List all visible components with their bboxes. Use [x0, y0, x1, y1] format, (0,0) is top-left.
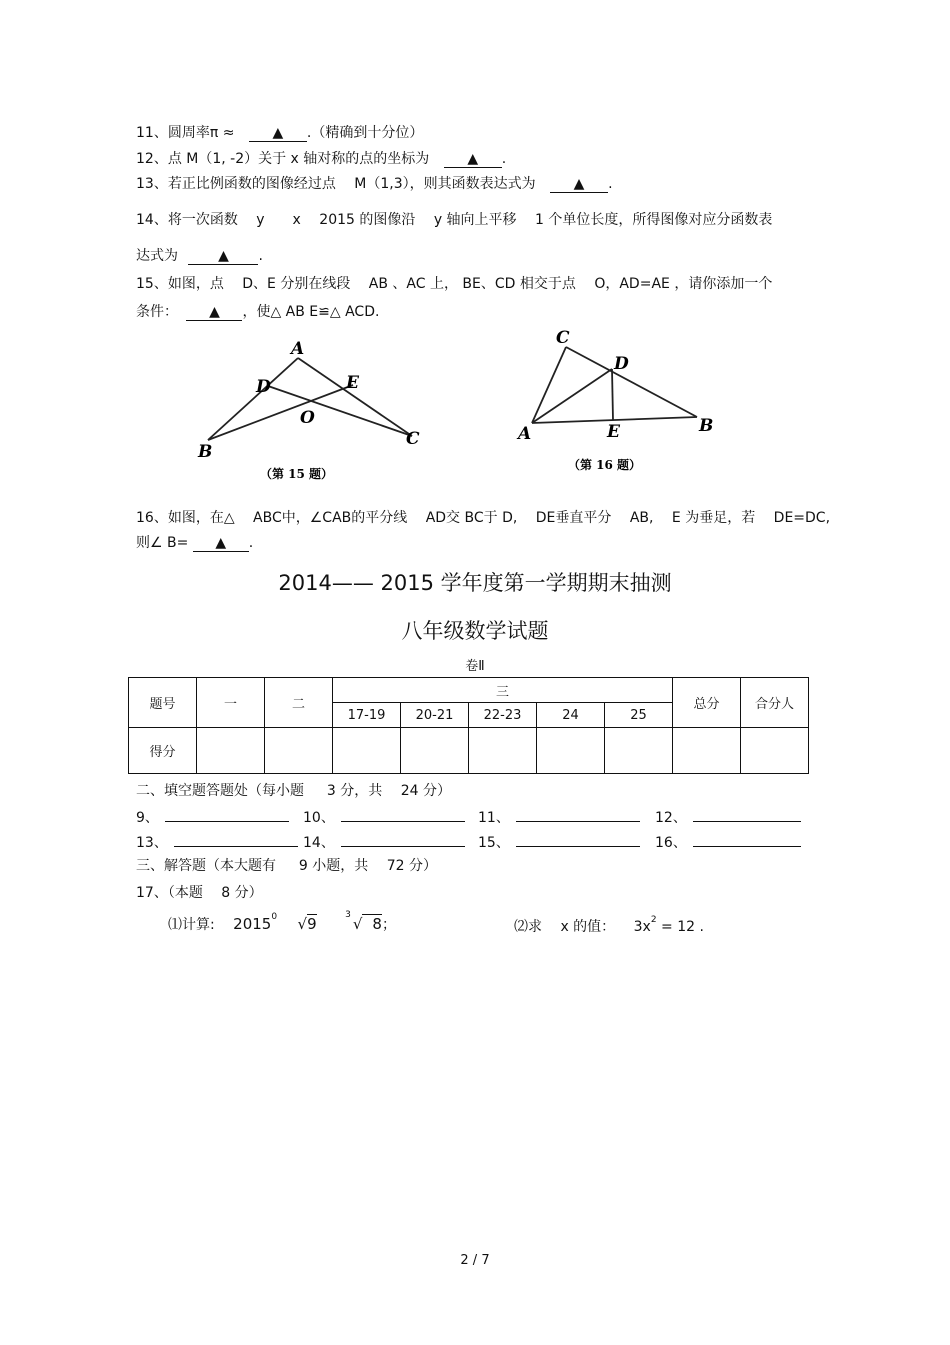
question-text: 则∠ B=: [136, 535, 189, 551]
label-D: D: [614, 354, 629, 374]
answer-9: [136, 807, 289, 827]
label-E: E: [346, 373, 359, 393]
header-san: 三: [333, 678, 673, 703]
header-total: 总分: [673, 678, 741, 728]
score-cell[interactable]: [673, 728, 741, 774]
header-sub: 22-23: [469, 703, 537, 728]
answer-line[interactable]: [516, 846, 640, 847]
answer-blank: [550, 176, 608, 193]
part-end: ；: [381, 917, 396, 933]
question-text: 达式为: [136, 248, 178, 264]
answer-mark: ▲: [467, 151, 479, 167]
power-exponent: 2: [650, 915, 657, 926]
answer-line[interactable]: [341, 846, 465, 847]
score-table: [128, 677, 809, 774]
answer-mark: ▲: [272, 125, 284, 141]
radical-sign-icon: √: [352, 915, 363, 933]
radicand: 8: [362, 914, 382, 933]
answer-line[interactable]: [516, 821, 640, 822]
answer-blank: [444, 151, 502, 168]
question-13: [136, 173, 613, 193]
answer-13: [136, 832, 298, 852]
answer-label: 12、: [655, 810, 687, 826]
power-base: 2015: [233, 915, 272, 933]
question-text: 11、圆周率π ≈: [136, 125, 235, 141]
question-text: 14、将一次函数 y x 2015 的图像沿 y 轴向上平移 1 个单位长度，所得图像对应分函数表: [136, 212, 773, 228]
radical-sign-icon: √: [297, 915, 308, 933]
answer-mark: ▲: [218, 248, 229, 264]
row-score-label: 得分: [129, 728, 197, 774]
question-16-line2: [136, 532, 253, 552]
score-cell[interactable]: [265, 728, 333, 774]
question-17-part1: [168, 910, 396, 934]
label-E: E: [607, 422, 620, 442]
label-B: B: [198, 442, 213, 462]
volume-label: 卷Ⅱ: [465, 659, 485, 674]
score-cell[interactable]: [197, 728, 265, 774]
answer-line[interactable]: [165, 821, 289, 822]
answer-blank: [193, 535, 249, 552]
section2-heading: 二、填空题答题处（每小题 3 分，共 24 分）: [136, 783, 451, 799]
header-tihao: 题号: [129, 678, 197, 728]
label-B: B: [699, 416, 714, 436]
question-suffix: .（精确到十分位）: [306, 125, 424, 141]
answer-mark: ▲: [573, 176, 585, 192]
answer-blank: [188, 248, 258, 265]
score-cell[interactable]: [605, 728, 673, 774]
question-suffix: .: [608, 176, 613, 192]
answer-line[interactable]: [174, 846, 298, 847]
question-suffix: .: [258, 248, 263, 264]
label-A: A: [291, 339, 305, 359]
header-sub: 25: [605, 703, 673, 728]
question-text: 条件：: [136, 304, 178, 320]
header-grader: 合分人: [741, 678, 809, 728]
root-index: 3: [345, 910, 351, 920]
answer-mark: ▲: [209, 304, 220, 320]
square-root: [298, 915, 317, 933]
question-14-line1: [136, 209, 772, 229]
question-text: 12、点 M（1, -2）关于 x 轴对称的点的坐标为: [136, 151, 430, 167]
header-sub: 20-21: [401, 703, 469, 728]
question-15-line1: [136, 273, 772, 293]
header-yi: 一: [197, 678, 265, 728]
score-cell[interactable]: [333, 728, 401, 774]
answer-label: 15、: [478, 835, 510, 851]
part-label: ⑴计算:: [168, 917, 215, 933]
figure-caption: （第 16 题）: [568, 458, 642, 472]
label-A: A: [518, 424, 532, 444]
answer-label: 14、: [303, 835, 335, 851]
cube-root: [345, 910, 382, 933]
label-O: O: [300, 408, 315, 428]
label-C: C: [406, 429, 420, 449]
score-cell[interactable]: [469, 728, 537, 774]
score-cell[interactable]: [741, 728, 809, 774]
answer-16: [655, 832, 801, 852]
question-14-line2: [136, 245, 263, 265]
question-text: 13、若正比例函数的图像经过点 M（1,3），则其函数表达式为: [136, 176, 536, 192]
answer-11: [478, 807, 640, 827]
score-cell[interactable]: [401, 728, 469, 774]
answer-label: 11、: [478, 810, 510, 826]
figure-15: [190, 330, 470, 490]
power-exponent: 0: [271, 912, 278, 923]
answer-12: [655, 807, 801, 827]
answer-blank: [249, 125, 307, 142]
exam-subtitle: 八年级数学试题: [401, 619, 549, 643]
header-sub: 17-19: [333, 703, 401, 728]
question-text: 16、如图，在△ ABC中，∠CAB的平分线 AD交 BC于 D, DE垂直平分 AB, E 为垂足，若 DE=DC,: [136, 510, 831, 526]
question-17-part2: [514, 916, 704, 936]
question-suffix: ，使△ AB E≌△ ACD.: [242, 304, 380, 320]
question-15-line2: [136, 301, 379, 321]
section3-heading: 三、解答题（本大题有 9 小题，共 72 分）: [136, 858, 437, 874]
figure-16: [510, 325, 735, 485]
answer-10: [303, 807, 465, 827]
figure-caption: （第 15 题）: [260, 467, 334, 481]
question-11: [136, 122, 423, 142]
equation-rest: = 12 .: [661, 919, 704, 935]
answer-label: 13、: [136, 835, 168, 851]
page-number: 2 / 7: [460, 1253, 490, 1268]
answer-15: [478, 832, 640, 852]
answer-label: 10、: [303, 810, 335, 826]
header-er: 二: [265, 678, 333, 728]
header-sub: 24: [537, 703, 605, 728]
score-cell[interactable]: [537, 728, 605, 774]
radicand: 9: [307, 915, 317, 933]
question-17-heading: 17、（本题 8 分）: [136, 885, 263, 901]
answer-label: 9、: [136, 810, 159, 826]
question-suffix: .: [248, 535, 254, 551]
label-D: D: [256, 377, 271, 397]
answer-line[interactable]: [693, 846, 801, 847]
question-12: [136, 148, 506, 168]
question-suffix: .: [501, 151, 507, 167]
answer-label: 16、: [655, 835, 687, 851]
answer-blank: [186, 304, 242, 321]
label-C: C: [556, 328, 570, 348]
answer-mark: ▲: [215, 535, 227, 551]
part-label: ⑵求 x 的值： 3x: [514, 919, 651, 935]
answer-line[interactable]: [341, 821, 465, 822]
answer-14: [303, 832, 465, 852]
question-16-line1: [136, 507, 830, 527]
exam-title: 2014—— 2015 学年度第一学期期末抽测: [278, 571, 672, 595]
question-text: 15、如图，点 D、E 分别在线段 AB 、AC 上， BE、CD 相交于点 O，AD=AE ，请你添加一个: [136, 276, 773, 292]
answer-line[interactable]: [693, 821, 801, 822]
